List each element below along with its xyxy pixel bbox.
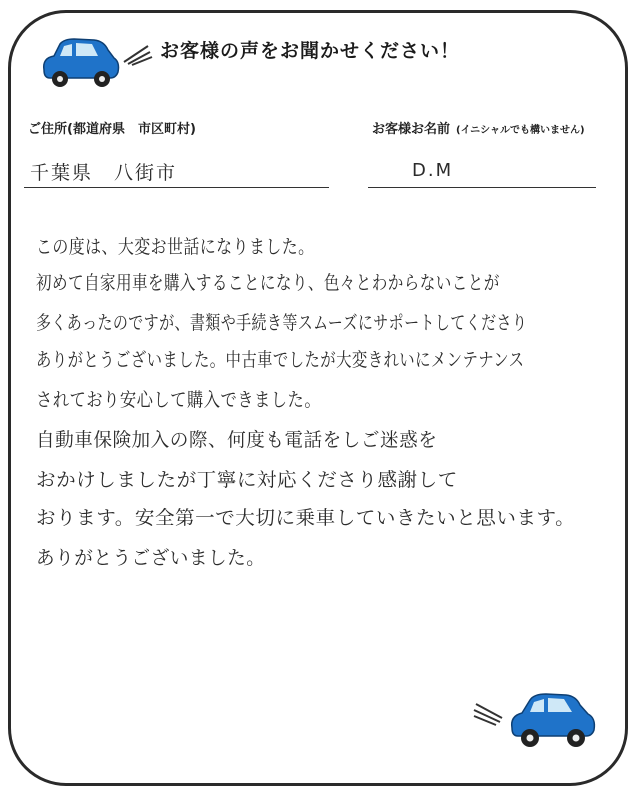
motion-lines-icon [472, 698, 508, 728]
address-label: ご住所(都道府県 市区町村) [28, 122, 196, 137]
message-line: おかけしましたが丁寧に対応くださり感謝して [36, 469, 458, 491]
message-line: ありがとうございました。中古車でしたが大変きれいにメンテナンス [36, 349, 525, 371]
message-line: 多くあったのですが、書類や手続き等スムーズにサポートしてくださり [36, 312, 528, 334]
message-line: おります。安全第一で大切に乗車していきたいと思います。 [36, 507, 576, 529]
message-line: 初めて自家用車を購入することになり、色々とわからないことが [36, 272, 500, 294]
car-icon [506, 690, 598, 750]
message-line: 自動車保険加入の際、何度も電話をしご迷惑を [36, 429, 438, 451]
name-value: D.M [412, 160, 454, 181]
message-line: ありがとうございました。 [36, 547, 266, 569]
message-line: この度は、大変お世話になりました。 [36, 236, 315, 258]
address-value: 千葉県 八街市 [30, 162, 178, 184]
page-title: お客様の声をお聞かせください！ [160, 40, 461, 62]
name-label-text: お客様お名前 [372, 122, 451, 137]
message-line: されており安心して購入できました。 [36, 389, 322, 411]
name-note: (イニシャルでも構いません) [456, 125, 585, 136]
